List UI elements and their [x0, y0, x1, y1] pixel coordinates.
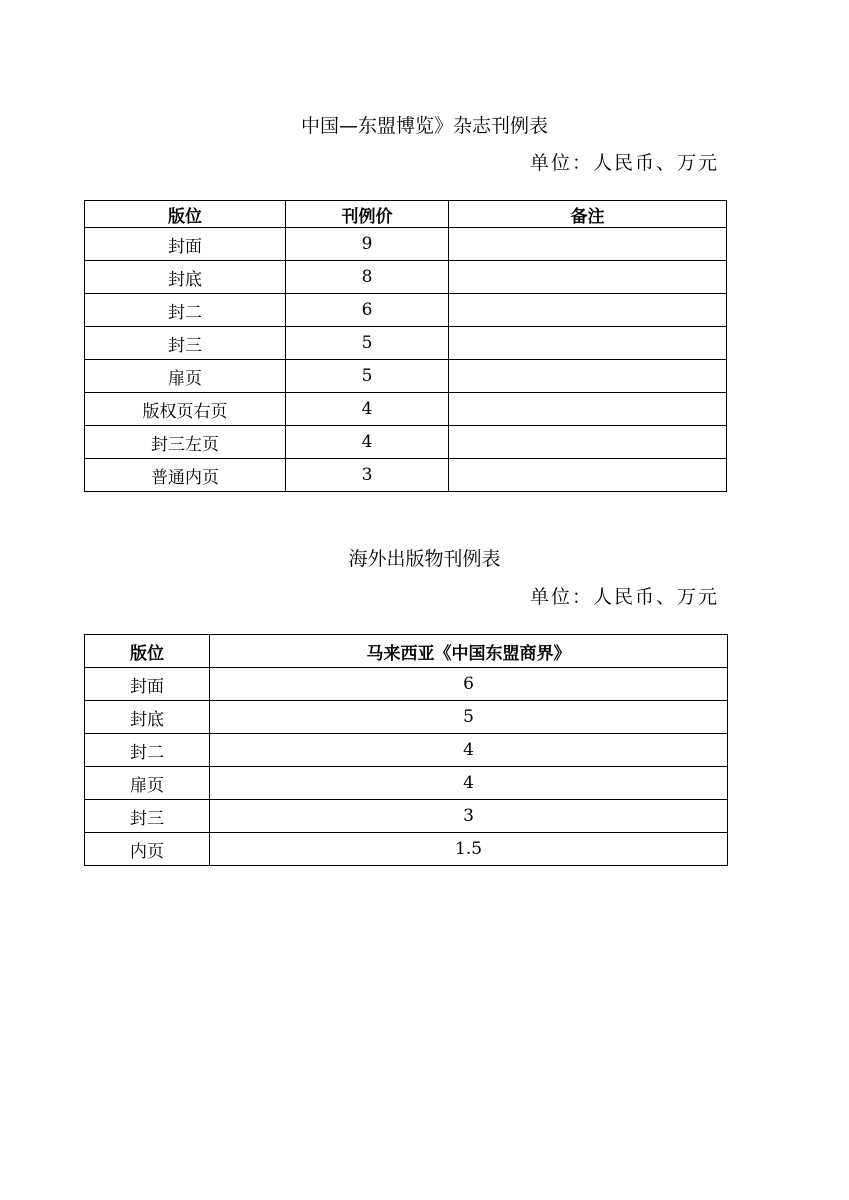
price-cell: 6 — [210, 668, 728, 701]
position-cell: 版权页右页 — [85, 393, 286, 426]
price-cell: 1.5 — [210, 833, 728, 866]
position-cell: 普通内页 — [85, 459, 286, 492]
note-cell — [449, 228, 727, 261]
price-cell: 8 — [286, 261, 449, 294]
overseas-rate-table — [84, 634, 728, 866]
table-row — [85, 734, 728, 767]
price-cell: 3 — [210, 800, 728, 833]
header-note: 备注 — [449, 201, 727, 228]
magazine-rate-title: 中国—东盟博览》杂志刊例表 — [300, 115, 548, 137]
price-cell: 5 — [286, 327, 449, 360]
price-cell: 5 — [286, 360, 449, 393]
position-cell: 封面 — [85, 668, 210, 701]
price-cell: 4 — [286, 393, 449, 426]
magazine-rate-table — [84, 200, 727, 492]
position-cell: 封三左页 — [85, 426, 286, 459]
position-cell: 封面 — [85, 228, 286, 261]
table-row — [85, 360, 727, 393]
position-cell: 扉页 — [85, 360, 286, 393]
price-cell: 4 — [286, 426, 449, 459]
note-cell — [449, 327, 727, 360]
price-cell: 4 — [210, 734, 728, 767]
price-cell: 4 — [210, 767, 728, 800]
note-cell — [449, 261, 727, 294]
note-cell — [449, 459, 727, 492]
table-header-row — [85, 201, 727, 228]
table-row — [85, 327, 727, 360]
table-row — [85, 833, 728, 866]
position-cell: 封二 — [85, 294, 286, 327]
table-row — [85, 228, 727, 261]
position-cell: 内页 — [85, 833, 210, 866]
price-cell: 9 — [286, 228, 449, 261]
table-row — [85, 767, 728, 800]
position-cell: 封三 — [85, 800, 210, 833]
table-row — [85, 459, 727, 492]
table-row — [85, 701, 728, 734]
table-row — [85, 294, 727, 327]
note-cell — [449, 294, 727, 327]
position-cell: 扉页 — [85, 767, 210, 800]
position-cell: 封底 — [85, 701, 210, 734]
price-cell: 3 — [286, 459, 449, 492]
table-row — [85, 668, 728, 701]
header-publication: 马来西亚《中国东盟商界》 — [210, 635, 728, 668]
table-row — [85, 800, 728, 833]
table-row — [85, 393, 727, 426]
note-cell — [449, 360, 727, 393]
header-position: 版位 — [85, 635, 210, 668]
position-cell: 封三 — [85, 327, 286, 360]
position-cell: 封二 — [85, 734, 210, 767]
table-row — [85, 261, 727, 294]
table-row — [85, 426, 727, 459]
overseas-rate-title: 海外出版物刊例表 — [348, 548, 501, 570]
header-price: 刊例价 — [286, 201, 449, 228]
table-header-row — [85, 635, 728, 668]
position-cell: 封底 — [85, 261, 286, 294]
note-cell — [449, 393, 727, 426]
header-position: 版位 — [85, 201, 286, 228]
overseas-unit-label: 单位：人民币、万元 — [529, 586, 719, 608]
note-cell — [449, 426, 727, 459]
price-cell: 5 — [210, 701, 728, 734]
price-cell: 6 — [286, 294, 449, 327]
magazine-unit-label: 单位：人民币、万元 — [529, 152, 719, 174]
